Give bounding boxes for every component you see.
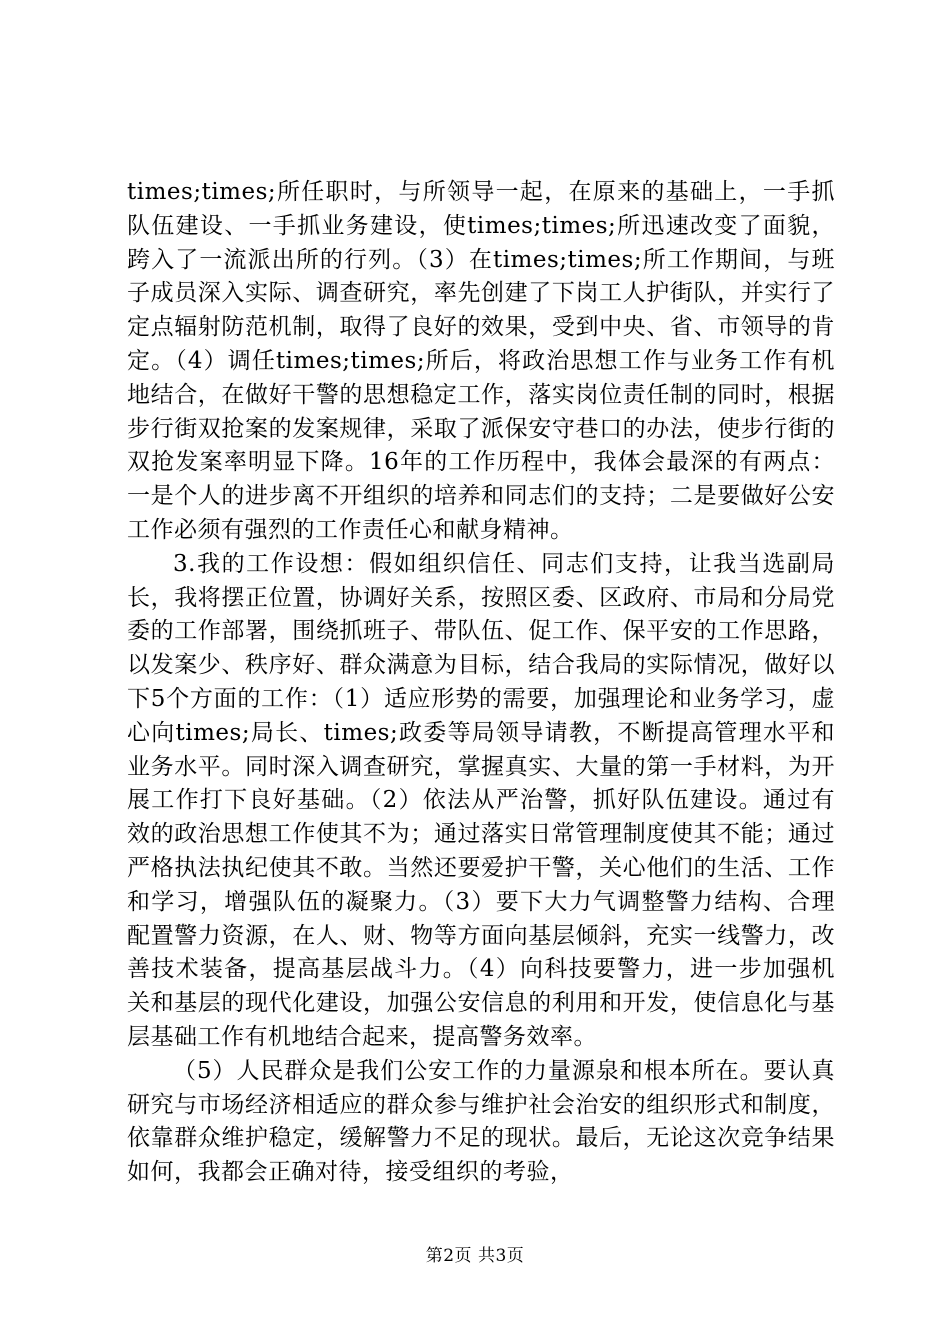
paragraph-closing: （5）人民群众是我们公安工作的力量源泉和根本所在。要认真研究与市场经济相适应的群众参与维护社会治安的组织形式和制度，依靠群众维护稳定，缓解警力不足的现状。最后，无论这次竞争结果如何，我都会正确对待，接受组织的考验，	[127, 1057, 835, 1186]
paragraph-work-history: times;times;所任职时，与所领导一起，在原来的基础上，一手抓队伍建设、一手抓业务建设，使times;times;所迅速改变了面貌，跨入了一流派出所的行列。（3）在times;times;所工作期间，与班子成员深入实际、调查研究，率先创建了下岗工人护街队，并实行了定点辐射防范机制，取得了良好的效果，受到中央、省、市领导的肯定。（4）调任times;times;所后，将政治思想工作与业务工作有机地结合，在做好干警的思想稳定工作，落实岗位责任制的同时，根据步行街双抢案的发案规律，采取了派保安守巷口的办法，使步行街的双抢发案率明显下降。16年的工作历程中，我体会最深的有两点：一是个人的进步离不开组织的培养和同志们的支持；二是要做好公安工作必须有强烈的工作责任心和献身精神。	[127, 179, 835, 543]
document-body	[127, 176, 835, 1190]
paragraph-work-plan: 3.我的工作设想：假如组织信任、同志们支持，让我当选副局长，我将摆正位置，协调好关系，按照区委、区政府、市局和分局党委的工作部署，围绕抓班子、带队伍、促工作、保平安的工作思路，以发案少、秩序好、群众满意为目标，结合我局的实际情况，做好以下5个方面的工作：（1）适应形势的需要，加强理论和业务学习，虚心向times;局长、times;政委等局领导请教，不断提高管理水平和业务水平。同时深入调查研究，掌握真实、大量的第一手材料，为开展工作打下良好基础。（2）依法从严治警，抓好队伍建设。通过有效的政治思想工作使其不为；通过落实日常管理制度使其不能；通过严格执法执纪使其不敢。当然还要爱护干警，关心他们的生活、工作和学习，增强队伍的凝聚力。（3）要下大力气调整警力结构、合理配置警力资源，在人、财、物等方面向基层倾斜，充实一线警力，改善技术装备，提高基层战斗力。（4）向科技要警力，进一步加强机关和基层的现代化建设，加强公安信息的利用和开发，使信息化与基层基础工作有机地结合起来，提高警务效率。	[127, 550, 835, 1050]
page-number-footer: 第2页 共3页	[425, 1246, 525, 1266]
